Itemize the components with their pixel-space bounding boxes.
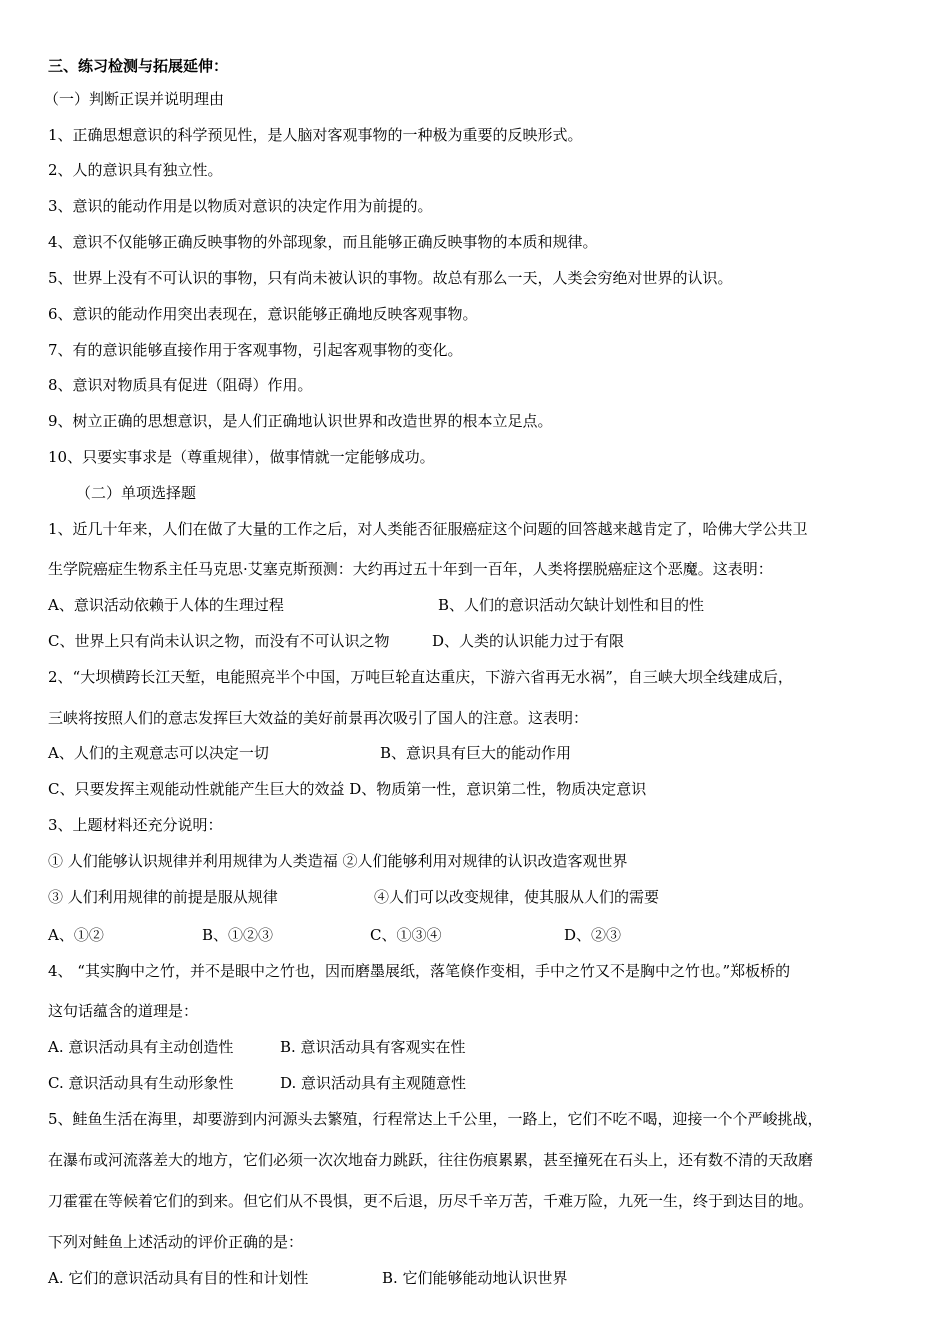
- question-4-stem: 4、 “其实胸中之竹，并不是眼中之竹也，因而磨墨展纸，落笔倏作变相，手中之竹又不是胸中之竹也。”郑板桥的: [48, 962, 791, 980]
- question-5-stem: 下列对鲑鱼上述活动的评价正确的是：: [48, 1233, 304, 1251]
- question-5-option-a: A. 它们的意识活动具有目的性和计划性: [48, 1269, 309, 1287]
- question-2-option-a: A、人们的主观意志可以决定一切: [48, 744, 269, 762]
- question-4-option-a: A. 意识活动具有主动创造性: [48, 1038, 234, 1056]
- question-3-option-d: D、②③: [564, 926, 622, 944]
- question-3-option-b: B、①②③: [202, 926, 274, 944]
- question-5-option-b: B. 它们能够能动地认识世界: [382, 1269, 568, 1287]
- question-3-option-c: C、①③④: [370, 926, 442, 944]
- question-1-option-a: A、意识活动依赖于人体的生理过程: [48, 596, 284, 614]
- question-4-stem: 这句话蕴含的道理是：: [48, 1002, 199, 1020]
- question-1-option-b: B、人们的意识活动欠缺计划性和目的性: [438, 596, 705, 614]
- part2-heading: （二）单项选择题: [76, 484, 197, 502]
- question-3-stem: 3、上题材料还充分说明：: [48, 816, 223, 834]
- judgement-item: 2、人的意识具有独立性。: [48, 161, 223, 179]
- question-4-option-c: C. 意识活动具有生动形象性: [48, 1074, 234, 1092]
- question-2-option-b: B、意识具有巨大的能动作用: [380, 744, 572, 762]
- question-2-stem: 2、“大坝横跨长江天堑，电能照亮半个中国，万吨巨轮直达重庆，下游六省再无水祸”，自三峡大坝全线建成后，: [48, 668, 793, 686]
- question-4-option-d: D. 意识活动具有主观随意性: [280, 1074, 467, 1092]
- judgement-item: 9、树立正确的思想意识，是人们正确地认识世界和改造世界的根本立足点。: [48, 412, 553, 430]
- question-3-statements: ① 人们能够认识规律并利用规律为人类造福 ②人们能够利用对规律的认识改造客观世界: [48, 852, 628, 870]
- question-2-options-c-d: C、只要发挥主观能动性就能产生巨大的效益 D、物质第一性，意识第二性，物质决定意识: [48, 780, 647, 798]
- section-title: 三、练习检测与拓展延伸：: [48, 57, 229, 75]
- question-1-option-d: D、人类的认识能力过于有限: [432, 632, 625, 650]
- judgement-item: 3、意识的能动作用是以物质对意识的决定作用为前提的。: [48, 197, 433, 215]
- question-1-option-c: C、世界上只有尚未认识之物，而没有不可认识之物: [48, 632, 390, 650]
- question-1-stem: 生学院癌症生物系主任马克思·艾塞克斯预测：大约再过五十年到一百年，人类将摆脱癌症这个恶魔。这表明：: [48, 560, 773, 578]
- question-2-stem: 三峡将按照人们的意志发挥巨大效益的美好前景再次吸引了国人的注意。这表明：: [48, 709, 589, 727]
- question-1-stem: 1、近几十年来，人们在做了大量的工作之后，对人类能否征服癌症这个问题的回答越来越肯定了，哈佛大学公共卫: [48, 520, 808, 538]
- question-4-option-b: B. 意识活动具有客观实在性: [280, 1038, 466, 1056]
- judgement-item: 6、意识的能动作用突出表现在，意识能够正确地反映客观事物。: [48, 305, 478, 323]
- question-3-statement-4: ④人们可以改变规律，使其服从人们的需要: [374, 888, 660, 906]
- judgement-item: 1、正确思想意识的科学预见性，是人脑对客观事物的一种极为重要的反映形式。: [48, 126, 583, 144]
- question-5-stem: 在瀑布或河流落差大的地方，它们必须一次次地奋力跳跃，往往伤痕累累，甚至撞死在石头上，还有数不清的天敌磨: [48, 1151, 814, 1169]
- judgement-item: 7、有的意识能够直接作用于客观事物，引起客观事物的变化。: [48, 341, 463, 359]
- judgement-item: 10、只要实事求是（尊重规律），做事情就一定能够成功。: [48, 448, 435, 466]
- question-5-stem: 5、鲑鱼生活在海里，却要游到内河源头去繁殖，行程常达上千公里，一路上，它们不吃不喝，迎接一个个严峻挑战，: [48, 1110, 823, 1128]
- judgement-item: 4、意识不仅能够正确反映事物的外部现象，而且能够正确反映事物的本质和规律。: [48, 233, 598, 251]
- question-3-option-a: A、①②: [48, 926, 104, 944]
- judgement-item: 8、意识对物质具有促进（阻碍）作用。: [48, 376, 313, 394]
- question-5-stem: 刀霍霍在等候着它们的到来。但它们从不畏惧，更不后退，历尽千辛万苦，千难万险，九死一生，终于到达目的地。: [48, 1192, 814, 1210]
- part1-heading: （一）判断正误并说明理由: [44, 90, 225, 108]
- question-3-statement-3: ③ 人们利用规律的前提是服从规律: [48, 888, 278, 906]
- judgement-item: 5、世界上没有不可认识的事物，只有尚未被认识的事物。故总有那么一天，人类会穷绝对世界的认识。: [48, 269, 733, 287]
